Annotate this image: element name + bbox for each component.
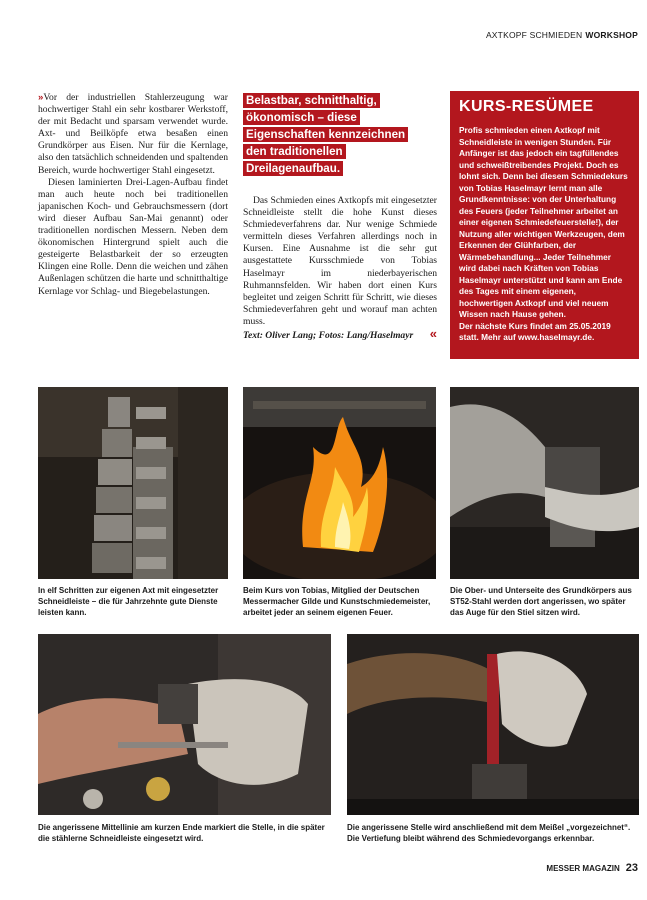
article-column-1 <box>38 92 228 298</box>
header-section: WORKSHOP <box>585 30 638 40</box>
photo-chisel-marking <box>347 634 639 815</box>
header-topic: AXTKOPF SCHMIEDEN <box>485 30 583 40</box>
box-title: KURS-RESÜMEE <box>459 98 594 115</box>
caption-axe-steps: In elf Schritten zur eigenen Axt mit eingesetzter Schneidleiste – die für Jahrzehnte gute Dienste leisten kann. <box>38 586 219 618</box>
pull-quote <box>243 92 423 177</box>
caption-forge-fire: Beim Kurs von Tobias, Mitglied der Deutschen Messermacher Gilde und Kunstschmiedemeister, arbeitet jeder an seinem eigenen Feuer. <box>243 586 431 618</box>
paragraph-text: Vor der industriellen Stahlerzeugung war hochwertiger Stahl ein sehr kostbarer Werkstoff, der mit Bedacht und sparsam verwendet wurde. Axt- und Beilköpfe etwa besaßen einen Grundkörper aus Eisen. Nur für die Kernlage, also den tatsächlich schneidenden und spaltenden Bereich, wurde hochwertiger Stahl eingesetzt. <box>38 92 228 176</box>
article-paragraph: Diesen laminierten Drei-Lagen-Aufbau findet man auch heute noch bei traditionellen japanischen Koch- und Gebrauchsmessern (dort wird dieser Aufbau San-Mai genannt) oder traditionellen nordischen Messern. Neben dem ökonomischen Hintergrund spielt auch die gesteigerte Belastbarkeit der so erzeugten Klingen eine Rolle. Denn die weichen und zähen Außenlagen schützen die harte und schnitthaltige Kernlage vor Schlag- und Biegebelastungen. <box>38 176 228 297</box>
photo-forge-fire <box>243 387 436 579</box>
article-column-2 <box>243 195 437 342</box>
caption-center-line: Die angerissene Mittellinie am kurzen Ende markiert die Stelle, in die später die stählerne Schneidleiste eingesetzt wird. <box>38 823 325 844</box>
course-summary-box <box>450 91 639 359</box>
photo-axe-steps <box>38 387 228 579</box>
caption-chisel-marking: Die angerissene Stelle wird anschließend mit dem Meißel „vorgezeichnet“. Die Vertiefung bleibt während des Schmiedevorgangs erkennbar. <box>347 823 631 844</box>
article-paragraph <box>38 92 228 177</box>
start-mark: » <box>38 92 44 103</box>
end-mark: « <box>429 326 437 342</box>
magazine-name: MESSER MAGAZIN <box>546 864 620 873</box>
caption-marking-steel: Die Ober- und Unterseite des Grundkörpers aus ST52-Stahl werden dort angerissen, wo später das Auge für den Stiel sitzen wird. <box>450 586 632 618</box>
article-paragraph: Das Schmieden eines Axtkopfs mit eingesetzter Schneidleiste stellt die hohe Kunst dieses Schmiedeverfahrens dar. Nur wenige Schmiede vermitteln dieses Verfahren allerdings noch in Kursen. Eine Ausnahme ist die sehr gut ausgestattete Kursschmiede von Tobias Haselmayr im niederbayerischen Ruhmannsfelden. Wir haben dort einen Kurs begleitet und zeigen Schritt für Schritt, wie dieses Schmiedeverfahren geht und worauf man achten muss. <box>243 195 437 327</box>
box-text: Profis schmieden einen Axtkopf mit Schneidleiste in wenigen Stunden. Für Anfänger ist das jedoch ein tagfüllendes und schweißtreibendes Projekt. Doch es lohnt sich. Denn bei diesem Schmiedekurs von Tobias Haselmayr lernt man alle Grundkenntnisse: von der Unterhaltung des Feuers (jeder Teilnehmer arbeitet an einer eigenen Schmiedefeuerstelle!), der Nutzung aller wichtigen Werkzeugen, dem Erkennen der Glühfarben, der Wärmebehandlung... Jeder Teilnehmer wird dabei nach Kräften von Tobias Haselmayr unterstützt und kann am Ende des Tages mit einem eigenen, hochwertigen Axtkopf und viel neuem Wissen nach Hause gehen. <box>459 125 628 319</box>
pull-quote-text: Belastbar, schnitthaltig, ökonomisch – diese Eigenschaften kennzeichnen den traditionellen Dreilagenaufbau. <box>243 93 408 176</box>
photo-marking-steel <box>450 387 639 579</box>
box-note: Der nächste Kurs findet am 25.05.2019 statt. Mehr auf www.haselmayr.de. <box>459 320 611 342</box>
photo-center-line <box>38 634 331 815</box>
photo-credit: Text: Oliver Lang; Fotos: Lang/Haselmayr <box>243 330 414 342</box>
page-number: 23 <box>625 862 638 874</box>
credit-line <box>243 328 437 342</box>
page-footer <box>546 862 638 874</box>
running-header <box>486 30 638 40</box>
